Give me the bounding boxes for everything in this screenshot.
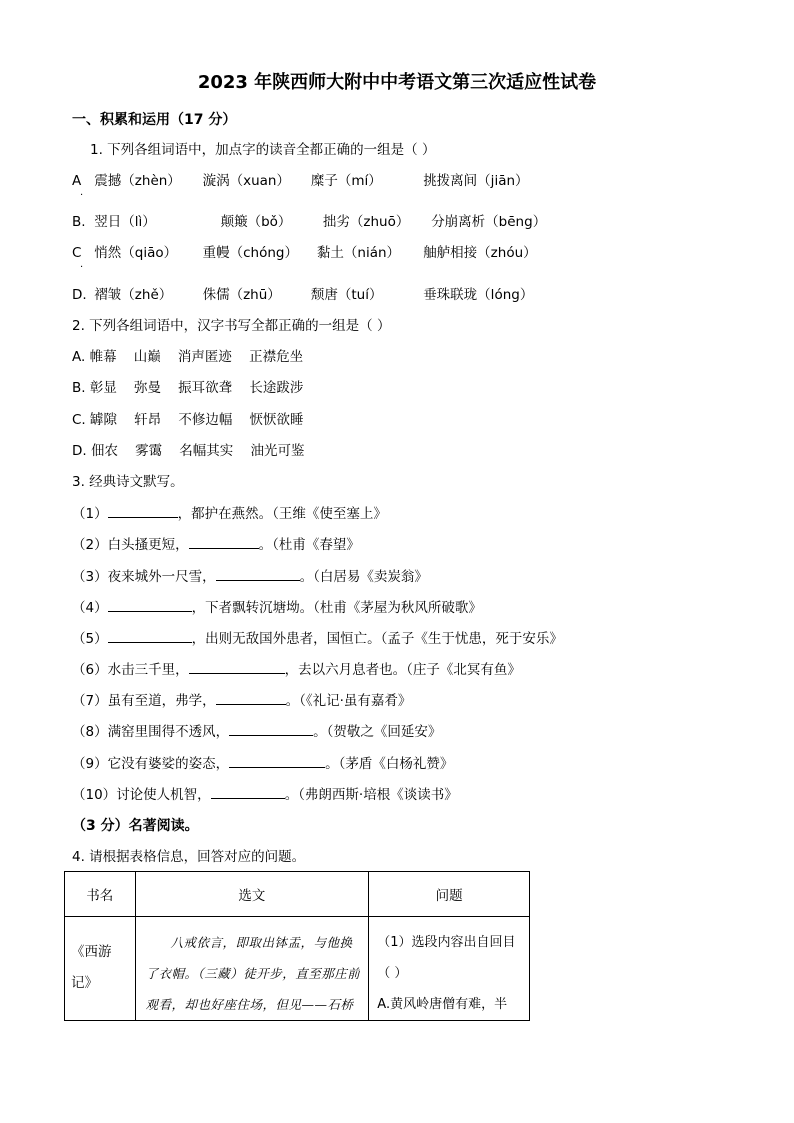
q3-item-10 [72,784,458,805]
item-number: （6） [72,662,108,678]
section-heading-1: 一、积累和运用（17 分） [72,112,237,128]
option-item: 垂珠联珑（lóng） [423,287,534,303]
item-number: （3） [72,569,108,585]
item-text-before: 它没有婆娑的姿态， [107,756,230,772]
q3-item-4 [72,597,482,618]
item-number: （2） [72,537,108,553]
item-text-after: 。（茅盾《白杨礼赞》 [325,756,454,772]
item-number: （7） [72,693,108,709]
item-text-before: 讨论使人机智， [116,787,211,803]
question-1-stem: 1. 下列各组词语中，加点字的读音全都正确的一组是（ ） [90,142,436,158]
option-item: 侏儒（zhū） [202,287,281,303]
excerpt-cell [135,917,369,1021]
item-text-before: 夜来城外一尺雪， [107,569,216,585]
q3-item-2 [72,534,360,555]
option-item: 糜子（mí） [310,173,382,189]
answer-blank[interactable] [108,628,192,643]
q3-item-3 [72,566,428,587]
q3-item-8 [72,721,441,742]
q3-item-1 [72,503,387,524]
q3-item-7 [72,690,411,711]
answer-blank[interactable] [216,690,286,705]
emphasis-dot: · [80,262,84,273]
item-text-after: 。（贺敬之《回延安》 [313,724,442,740]
question-2-stem: 2. 下列各组词语中，汉字书写全都正确的一组是（ ） [72,318,391,334]
question-cell-content [377,927,523,1020]
item-text-after: ，都护在燕然。（王维《使至塞上》 [177,506,387,522]
emphasis-dot: · [80,190,84,201]
item-text-after: 。（杜甫《春望》 [258,537,360,553]
excerpt-text: 八戒依言，即取出钵盂，与他换了衣帽。（三藏）徒开步，直至那庄前观看，却也好座住场，但见——石桥 [145,935,361,1012]
option-item: 拙劣（zhuō） [322,214,410,230]
option-a-text: A.黄风岭唐僧有难，半 [377,997,508,1012]
answer-blank[interactable] [189,534,259,549]
answer-blank[interactable] [229,721,313,736]
question-4-stem: 4. 请根据表格信息，回答对应的问题。 [72,849,306,865]
reading-table [64,871,530,1021]
table-header-row [65,872,530,917]
option-item: 漩涡（xuan） [202,173,290,189]
q2-option-a: A. 帷幕 山巅 消声匿迹 正襟危坐 [72,349,304,365]
item-number: （10） [72,787,117,803]
option-item: 重幔（chóng） [202,245,298,261]
answer-blank[interactable] [189,659,285,674]
answer-blank[interactable] [229,753,325,768]
option-label: B. [72,214,86,230]
item-text-before: 白头搔更短， [107,537,189,553]
book-title-cell: 《西游记》 [65,917,136,1021]
section-heading-2: （3 分）名著阅读。 [72,818,199,834]
q2-option-b: B. 彰显 弥曼 振耳欲聋 长途跋涉 [72,380,304,396]
option-item: 舳舻相接（zhóu） [423,245,537,261]
option-item: 悄然（qiāo） [94,245,178,261]
item-number: （9） [72,756,108,772]
item-text-after: ，下者飘转沉塘坳。（杜甫《茅屋为秋风所破歌》 [191,600,482,616]
item-text-after: 。（白居易《卖炭翁》 [299,569,428,585]
header-excerpt: 选文 [135,872,369,917]
item-text-after: ，去以六月息者也。（庄子《北冥有鱼》 [284,662,521,678]
item-text-before: 水击三千里， [107,662,189,678]
answer-blank[interactable] [108,597,192,612]
option-item: 颓唐（tuí） [310,287,383,303]
header-book: 书名 [65,872,136,917]
item-number: （8） [72,724,108,740]
q1-option-c [72,243,537,263]
q2-option-c: C. 罅隙 轩昂 不修边幅 恹恹欲睡 [72,412,304,428]
option-item: 黏土（nián） [316,245,401,261]
q1-option-d [72,285,533,305]
item-number: （5） [72,631,108,647]
item-text-before: 虽有至道，弗学， [107,693,216,709]
page-title: 2023 年陕西师大附中中考语文第三次适应性试卷 [197,72,597,93]
answer-blank[interactable] [108,503,178,518]
q3-item-6 [72,659,521,680]
header-question: 问题 [369,872,530,917]
answer-blank[interactable] [216,566,300,581]
option-label: A [72,173,82,189]
option-item: 褶皱（zhě） [94,287,173,303]
q1-option-a [72,171,529,191]
option-item: 翌日（lì） [94,214,156,230]
item-number: （1） [72,506,108,522]
option-item: 分崩离析（bēng） [431,214,547,230]
table-row [65,917,530,1021]
item-text-after: ，出则无敌国外患者，国恒亡。（孟子《生于忧患，死于安乐》 [191,631,563,647]
answer-blank[interactable] [211,784,285,799]
option-label: D. [72,287,87,303]
q3-item-9 [72,753,453,774]
option-label: C [72,245,82,261]
item-text-before: 满窑里围得不透风， [107,724,230,740]
question-text: （1）选段内容出自回目（ ） [377,935,516,981]
option-item: 挑拨离间（jiān） [423,173,529,189]
option-item: 颠簸（bǒ） [220,214,292,230]
q1-option-b [72,212,546,232]
option-item: 震撼（zhèn） [94,173,181,189]
q3-item-5 [72,628,563,649]
question-3-stem: 3. 经典诗文默写。 [72,474,184,490]
q2-option-d: D. 佃农 雾霭 名幅其实 油光可鉴 [72,443,305,459]
item-text-after: 。（弗朗西斯·培根《谈读书》 [284,787,458,803]
question-cell [369,917,530,1021]
item-text-after: 。（《礼记·虽有嘉肴》 [285,693,412,709]
item-number: （4） [72,600,108,616]
